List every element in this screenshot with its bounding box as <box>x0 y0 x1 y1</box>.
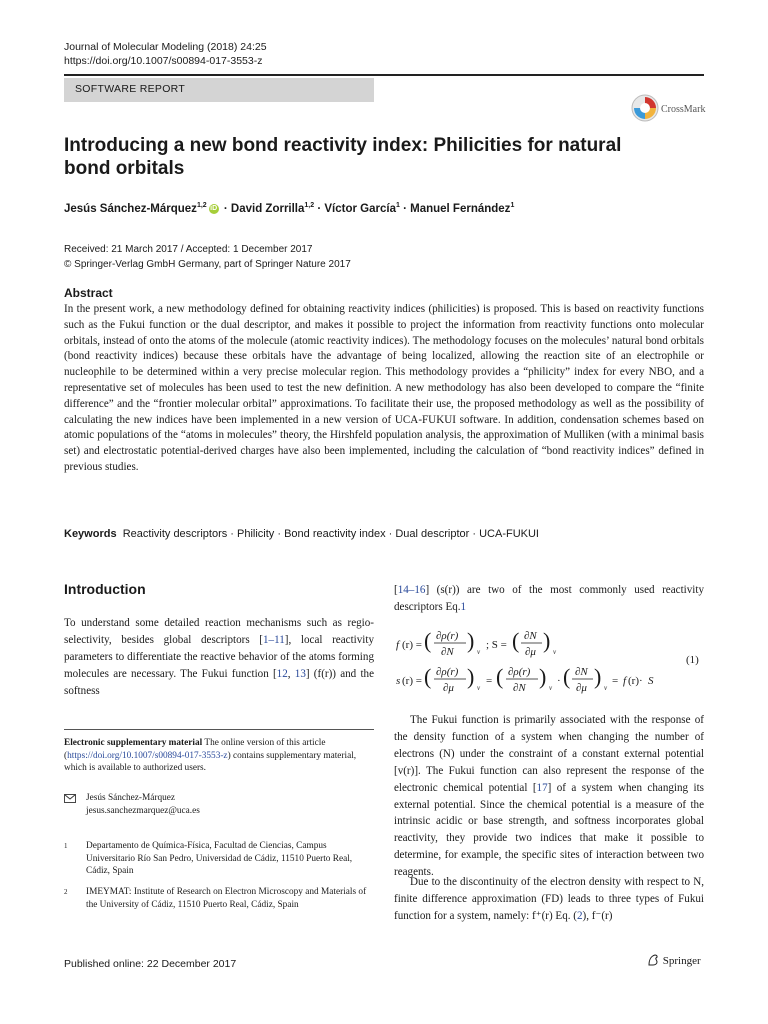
svg-text:(r)·: (r)· <box>628 675 643 687</box>
svg-text:∂μ: ∂μ <box>443 682 454 694</box>
affiliation-number: 1 <box>64 842 68 850</box>
header-rule <box>64 74 704 76</box>
orcid-icon[interactable]: iD <box>210 204 218 212</box>
doi-link[interactable]: https://doi.org/10.1007/s00894-017-3553-z <box>64 55 263 67</box>
contact-name: Jesús Sánchez-Márquez <box>86 793 176 803</box>
citation-link[interactable]: 14–16 <box>397 584 426 596</box>
author-affiliation-sup: 1,2 <box>196 202 207 209</box>
author-separator: · <box>220 202 231 215</box>
author-separator: · <box>314 202 325 215</box>
keywords-label: Keywords <box>64 528 117 540</box>
svg-text:): ) <box>594 664 602 689</box>
published-online: Published online: 22 December 2017 <box>64 958 237 970</box>
author-name[interactable]: Jesús Sánchez-Márquez <box>64 202 197 215</box>
journal-citation: Journal of Molecular Modeling (2018) 24:25 <box>64 41 267 53</box>
svg-text:∂ρ(r): ∂ρ(r) <box>436 666 459 678</box>
author-affiliation-sup: 1 <box>510 202 515 209</box>
svg-text:∂μ: ∂μ <box>576 682 587 694</box>
equation-link[interactable]: 2 <box>577 909 583 922</box>
svg-text:(r) =: (r) = <box>402 639 422 651</box>
abstract-text: In the present work, a new methodology defined for obtaining reactivity indices (philicities) is proposed. This is based on reactivity functions such as the Fukui function or the dual descriptor, and makes it possible to project the information from reactivity functions onto molecular orbitals, instead of onto the atoms of the molecule (atomic reactivity indices). The methodology focuses on the molecules’ natural bond orbitals (bond reactivity indices) because these orbitals have the advantage of being localized, allowing the reaction site of an electrophile or nucleophile to be determined within a very precise molecular region. This methodology provides a “philicity” index for every NBO, and a representative set of molecules has been used to test the new definition. A new methodology has also been developed to compare the “finite difference” and the “frontier molecular orbital” approximations. To facilitate their use, the proposed methodology as well as the possibility of calculating the new indices have been implemented in a new version of UCA-FUKUI software. In addition, condensation schemes based on atomic populations of the “atoms in molecules” theory, the Hirshfeld population analysis, the approximation of Mulliken (with a minimal basis set) and electrostatic potential-derived charges have also been implemented, including the calculation of “bond reactivity indices” defined in previous studies. <box>64 303 704 473</box>
author-affiliation-sup: 1 <box>395 202 400 209</box>
svg-text:∂N: ∂N <box>575 666 588 678</box>
section-heading-introduction: Introduction <box>64 581 146 597</box>
svg-text:(: ( <box>512 628 520 653</box>
springer-horse-icon <box>646 953 660 967</box>
svg-text:∂N: ∂N <box>513 682 526 694</box>
svg-text:(: ( <box>496 664 504 689</box>
equation-graphic <box>394 624 704 700</box>
author-list <box>64 202 514 215</box>
svg-text:f: f <box>623 675 627 687</box>
svg-text:S: S <box>648 675 654 687</box>
intro-paragraph-right-2: The Fukui function is primarily associated with the response of the density function of a system when changing the number of electrons (N) under the constraint of a constant external potential [v(r)]. The Fukui function can also represent the response of the electronic chemical potential [17] of a system when changing its external potential. Since the chemical potential is a measure of the intrinsic acidic or base strength, and softness incorporates global reactivity, they provide two indices that make it possible to determine, for example, the specific sites of interaction between two reagents. <box>394 714 704 879</box>
esm-note: Electronic supplementary material The online version of this article (https://doi.org/10.1007/s00894-017-3553-z) contains supplementary material, which is available to authorized users. <box>64 738 357 773</box>
keywords <box>64 528 539 540</box>
contact-email[interactable]: jesus.sanchezmarquez@uca.es <box>86 805 200 816</box>
svg-text:∂ρ(r): ∂ρ(r) <box>436 630 459 642</box>
author-name[interactable]: David Zorrilla <box>230 202 305 215</box>
citation-link[interactable]: 17 <box>536 781 548 794</box>
author-separator: · <box>399 202 411 215</box>
journal-header <box>64 40 267 68</box>
svg-text:ν: ν <box>477 648 481 656</box>
citation-link[interactable]: 12 <box>276 667 288 680</box>
publisher-name: Springer <box>662 955 701 967</box>
intro-paragraph-left: To understand some detailed reaction mechanisms such as regio-selectivity, besides global descriptors [1–11], local reactivity parameters to differentiate the reactive behavior of the atoms forming molecules are necessary. The Fukui function [12, 13] (f(r)) and the softness <box>64 617 374 697</box>
keywords-list: Reactivity descriptors · Philicity · Bond reactivity index · Dual descriptor · UCA-FUKUI <box>122 528 539 540</box>
affiliation-number: 2 <box>64 888 68 896</box>
svg-text:ν: ν <box>549 684 553 692</box>
svg-text:ν: ν <box>604 684 608 692</box>
svg-text:·: · <box>557 675 561 687</box>
svg-text:): ) <box>539 664 547 689</box>
svg-text:ν: ν <box>553 648 557 656</box>
author-name[interactable]: Víctor García <box>324 202 396 215</box>
article-title: Introducing a new bond reactivity index: Philicities for natural bond orbitals <box>64 135 622 179</box>
author-affiliation-sup: 1,2 <box>304 202 315 209</box>
intro-paragraph-right-1: [14–16] (s(r)) are two of the most commonly used reactivity descriptors Eq.1 <box>394 584 704 613</box>
received-accepted: Received: 21 March 2017 / Accepted: 1 December 2017 <box>64 244 313 255</box>
publisher-logo <box>646 953 701 967</box>
crossmark-icon <box>630 93 706 123</box>
equation-number: (1) <box>686 654 699 666</box>
svg-text:∂N: ∂N <box>441 646 454 658</box>
report-type-label: SOFTWARE REPORT <box>75 83 186 95</box>
svg-text:; S =: ; S = <box>486 639 507 651</box>
affiliation-1 <box>64 840 374 878</box>
svg-text:): ) <box>543 628 551 653</box>
svg-text:(: ( <box>424 664 432 689</box>
affiliation-text: IMEYMAT: Institute of Research on Electron Microscopy and Materials of the University of Cádiz, 11510 Puerto Real, Cádiz, Spain <box>86 887 367 910</box>
crossmark-text: CrossMark <box>661 104 706 115</box>
crossmark-badge[interactable] <box>630 93 706 128</box>
svg-text:(: ( <box>563 664 571 689</box>
svg-text:∂μ: ∂μ <box>525 646 536 658</box>
svg-text:): ) <box>467 664 475 689</box>
envelope-icon <box>64 794 76 803</box>
svg-text:f: f <box>396 639 400 651</box>
intro-paragraph-right-3: Due to the discontinuity of the electron density with respect to N, finite difference approximation (FD) leads to three types of Fukui function for a system, namely: f⁺(r) Eq. (2), f⁻(r) <box>394 876 704 922</box>
citation-link[interactable]: 1–11 <box>263 633 285 646</box>
esm-link[interactable]: https://doi.org/10.1007/s00894-017-3553-z <box>67 750 228 761</box>
footnote-rule <box>64 729 374 730</box>
svg-text:(r) =: (r) = <box>402 675 422 687</box>
citation-link[interactable]: 13 <box>294 667 306 680</box>
svg-text:ν: ν <box>477 684 481 692</box>
equation-1 <box>394 624 704 700</box>
svg-text:s: s <box>396 675 401 687</box>
affiliation-text: Departamento de Química-Física, Facultad de Ciencias, Campus Universitario Río San Pedro, Universidad de Cádiz, 11510 Puerto Real, Cádiz, Spain <box>86 841 353 876</box>
corresponding-author <box>64 792 374 817</box>
dates-block <box>64 242 351 272</box>
affiliation-2 <box>64 886 374 911</box>
esm-label: Electronic supplementary material <box>64 738 203 748</box>
svg-text:=: = <box>612 675 619 687</box>
copyright: © Springer-Verlag GmbH Germany, part of Springer Nature 2017 <box>64 259 351 270</box>
svg-text:∂N: ∂N <box>524 630 537 642</box>
svg-text:=: = <box>486 675 493 687</box>
abstract-heading: Abstract <box>64 286 113 300</box>
author-name[interactable]: Manuel Fernández <box>410 202 511 215</box>
svg-text:∂ρ(r): ∂ρ(r) <box>508 666 531 678</box>
equation-link[interactable]: 1 <box>460 600 467 613</box>
svg-text:): ) <box>467 628 475 653</box>
svg-text:(: ( <box>424 628 432 653</box>
